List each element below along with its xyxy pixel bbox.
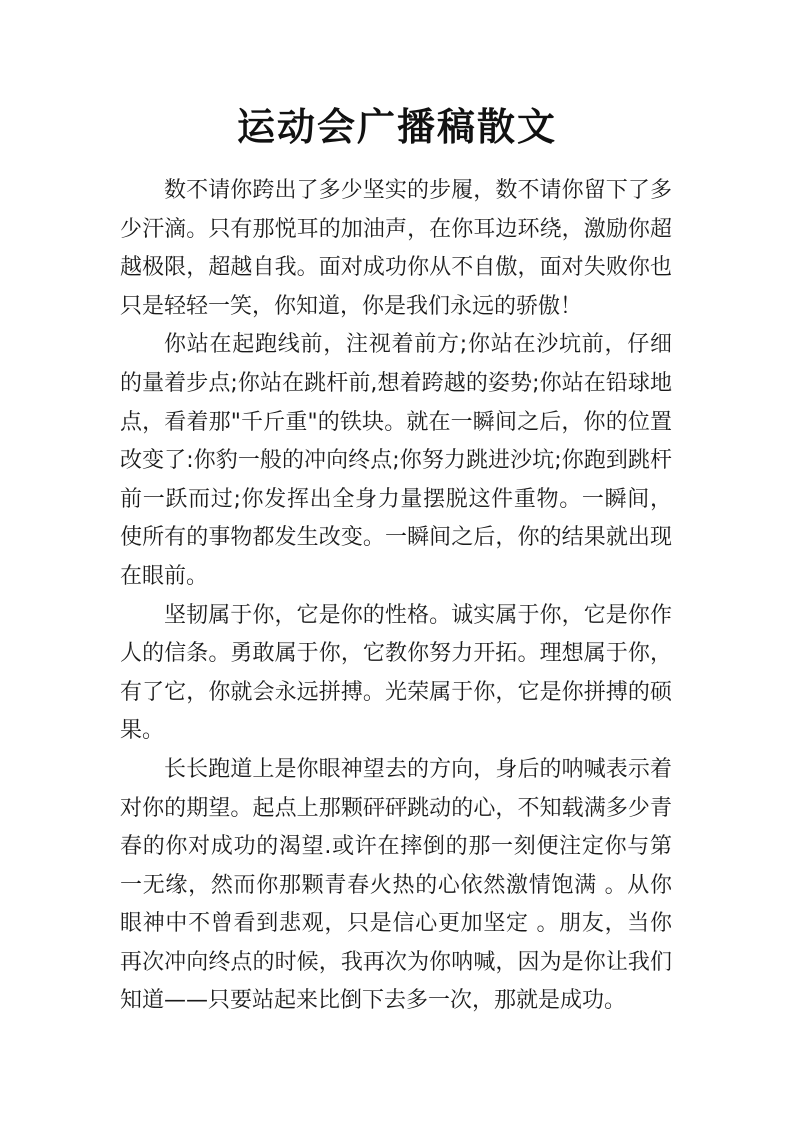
paragraph: 你站在起跑线前，注视着前方;你站在沙坑前，仔细的量着步点;你站在跳杆前,想着跨越的姿势;你站在铅球地点，看着那"千斤重"的铁块。就在一瞬间之后，你的位置改变了:你豹一般的冲向终点;你努力跳进沙坑;你跑到跳杆前一跃而过;你发挥出全身力量摆脱这件重物。一瞬间，使所有的事物都发生改变。一瞬间之后，你的结果就出现在眼前。 xyxy=(120,332,672,589)
paragraph: 坚韧属于你，它是你的性格。诚实属于你，它是你作人的信条。勇敢属于你，它教你努力开拓。理想属于你，有了它，你就会永远拼搏。光荣属于你，它是你拼搏的硕果。 xyxy=(120,602,672,744)
document-title: 运动会广播稿散文 xyxy=(236,104,557,149)
paragraph: 长长跑道上是你眼神望去的方向，身后的呐喊表示着对你的期望。起点上那颗砰砰跳动的心，不知载满多少青春的你对成功的渴望.或许在摔倒的那一刻便注定你与第一无缘，然而你那颗青春火热的心依然激情饱满 。从你眼神中不曾看到悲观，只是信心更加坚定 。朋友，当你再次冲向终点的时候，我再次为你呐喊，因为是你让我们知道——只要站起来比倒下去多一次，那就是成功。 xyxy=(120,756,672,1014)
paragraph: 数不请你跨出了多少坚实的步履，数不请你留下了多少汗滴。只有那悦耳的加油声，在你耳边环绕，激励你超越极限，超越自我。面对成功你从不自傲，面对失败你也只是轻轻一笑，你知道，你是我们永远的骄傲！ xyxy=(120,178,672,319)
document-body xyxy=(120,172,672,1021)
